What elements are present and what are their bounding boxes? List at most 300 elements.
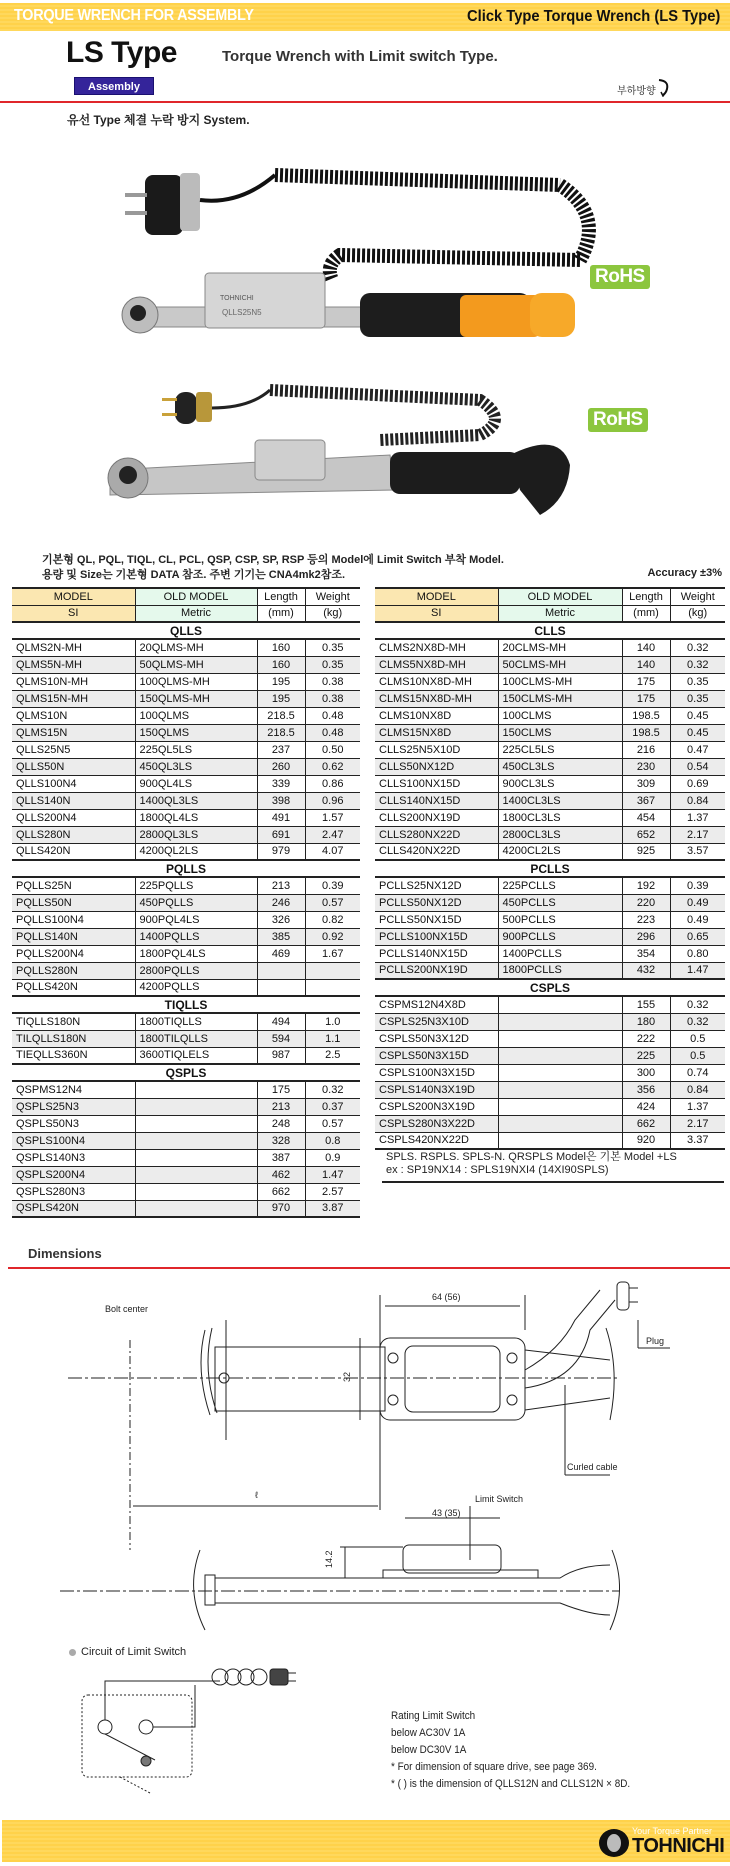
model-cell: CLMS2NX8D-MH [375,639,498,656]
model-cell: CLMS10NX8D [375,707,498,724]
model-cell: PQLLS25N [12,877,135,894]
length-cell: 328 [257,1132,305,1149]
model-cell: QLLS140N [12,792,135,809]
table-row [12,690,360,707]
old-model-cell [498,1098,622,1115]
weight-cell: 0.48 [305,707,360,724]
rohs-badge-1: RoHS [590,265,650,289]
weight-cell: 0.32 [670,639,725,656]
table-row [12,1115,360,1132]
col-weight: Weight [670,588,725,605]
model-cell: PQLLS100N4 [12,911,135,928]
length-cell: 230 [622,758,670,775]
length-cell: 367 [622,792,670,809]
old-model-cell: 225PCLLS [498,877,622,894]
tohnichi-logo-icon [598,1828,630,1858]
old-model-cell: 1400CL3LS [498,792,622,809]
note-line-1: 기본형 QL, PQL, TIQL, CL, PCL, QSP, CSP, SP, RSP 등의 Model에 Limit Switch 부착 Model. [42,554,504,566]
footer-banner [2,1820,730,1862]
weight-cell: 3.57 [670,843,725,860]
old-model-cell: 4200PQLLS [135,979,257,996]
old-model-cell: 1800QL4LS [135,809,257,826]
table-row [375,639,725,656]
table-row [375,894,725,911]
length-cell [257,979,305,996]
length-cell [257,962,305,979]
weight-cell: 3.87 [305,1200,360,1217]
weight-cell: 1.47 [305,1166,360,1183]
model-cell: PQLLS420N [12,979,135,996]
col-model: MODEL [12,588,135,605]
table-row [12,843,360,860]
table-row [375,1081,725,1098]
model-cell: CLLS100NX15D [375,775,498,792]
col-mm: (mm) [257,605,305,622]
weight-cell: 0.8 [305,1132,360,1149]
weight-cell: 0.35 [305,639,360,656]
old-model-cell: 150CLMS-MH [498,690,622,707]
table-header-row [12,588,360,605]
table-row [12,945,360,962]
old-model-cell: 1800PCLLS [498,962,622,979]
old-model-cell: 20CLMS-MH [498,639,622,656]
model-cell: CLLS25N5X10D [375,741,498,758]
old-model-cell: 450PQLLS [135,894,257,911]
old-model-cell: 450PCLLS [498,894,622,911]
model-cell: QLMS15N-MH [12,690,135,707]
old-model-cell: 50CLMS-MH [498,656,622,673]
weight-cell: 0.37 [305,1098,360,1115]
length-cell: 662 [257,1183,305,1200]
table-row [12,707,360,724]
model-cell: QSPLS100N4 [12,1132,135,1149]
left-spec-table [12,587,360,1218]
weight-cell: 0.57 [305,1115,360,1132]
table-row [375,1047,725,1064]
model-cell: CLMS10NX8D-MH [375,673,498,690]
weight-cell: 1.47 [670,962,725,979]
table-row [375,1064,725,1081]
length-cell: 222 [622,1030,670,1047]
ell-label: ℓ [255,1490,258,1500]
system-description: 유선 Type 체결 누락 방지 System. [67,113,250,127]
old-model-cell: 150QLMS-MH [135,690,257,707]
length-cell: 432 [622,962,670,979]
model-cell: PCLLS200NX19D [375,962,498,979]
group-header-row [12,996,360,1013]
length-cell: 594 [257,1030,305,1047]
table-row [12,894,360,911]
old-model-cell: 1800PQL4LS [135,945,257,962]
load-direction [617,82,656,97]
wrench-photo-1 [100,135,700,340]
table-row [375,724,725,741]
model-cell: QSPLS280N3 [12,1183,135,1200]
model-cell: CSPLS100N3X15D [375,1064,498,1081]
length-cell: 225 [622,1047,670,1064]
table-row [12,1200,360,1217]
table-row [375,911,725,928]
old-model-cell: 50QLMS-MH [135,656,257,673]
dim-43-label: 43 (35) [432,1508,461,1518]
old-model-cell [135,1115,257,1132]
switch-box-brand: TOHNICHI [220,295,254,302]
old-model-cell: 500PCLLS [498,911,622,928]
table-row [375,809,725,826]
length-cell: 662 [622,1115,670,1132]
table-row [12,826,360,843]
length-cell: 979 [257,843,305,860]
old-model-cell [498,1081,622,1098]
old-model-cell [498,1132,622,1149]
old-model-cell: 1800TIQLLS [135,1013,257,1030]
weight-cell [305,979,360,996]
old-model-cell [135,1098,257,1115]
weight-cell: 0.32 [305,1081,360,1098]
length-cell: 494 [257,1013,305,1030]
weight-cell: 0.5 [670,1030,725,1047]
group-header-row [375,979,725,996]
model-cell: CSPLS25N3X10D [375,1013,498,1030]
model-cell: QLMS2N-MH [12,639,135,656]
page-subtitle: Torque Wrench with Limit switch Type. [222,48,498,65]
table-row [12,928,360,945]
dim-32-label: 32 [342,1371,352,1382]
dimensions-divider [8,1267,730,1269]
group-name: QSPLS [12,1064,360,1081]
table-row [12,962,360,979]
table-row [375,945,725,962]
length-cell: 175 [622,673,670,690]
weight-cell: 2.17 [670,1115,725,1132]
weight-cell: 0.86 [305,775,360,792]
old-model-cell: 450CL3LS [498,758,622,775]
table-row [375,707,725,724]
weight-cell: 0.96 [305,792,360,809]
category-label: TORQUE WRENCH FOR ASSEMBLY [14,7,254,24]
group-name: CSPLS [375,979,725,996]
old-model-cell: 20QLMS-MH [135,639,257,656]
rohs-badge-2: RoHS [588,408,648,432]
weight-cell: 0.65 [670,928,725,945]
table-row [12,1047,360,1064]
model-cell: CLMS15NX8D [375,724,498,741]
old-model-cell: 100QLMS [135,707,257,724]
length-cell: 246 [257,894,305,911]
weight-cell: 0.38 [305,673,360,690]
weight-cell: 2.17 [670,826,725,843]
table-row [375,1030,725,1047]
table-subheader-row [375,605,725,622]
old-model-cell: 3600TIQLELS [135,1047,257,1064]
table-row [12,1132,360,1149]
old-model-cell: 1400PCLLS [498,945,622,962]
rating-ac: below AC30V 1A [391,1727,466,1739]
model-cell: QLMS10N-MH [12,673,135,690]
weight-cell: 0.92 [305,928,360,945]
old-model-cell: 100CLMS [498,707,622,724]
length-cell: 160 [257,656,305,673]
length-cell: 326 [257,911,305,928]
model-cell: CLLS280NX22D [375,826,498,843]
bullet-icon [69,1649,76,1656]
table-row [12,775,360,792]
group-header-row [12,1064,360,1081]
length-cell: 987 [257,1047,305,1064]
table-row [12,1081,360,1098]
weight-cell: 0.84 [670,1081,725,1098]
rating-note-1: * For dimension of square drive, see page 369. [391,1761,597,1773]
old-model-cell: 900QL4LS [135,775,257,792]
length-cell: 175 [622,690,670,707]
table-row [375,673,725,690]
length-cell: 354 [622,945,670,962]
circuit-heading-label: Circuit of Limit Switch [81,1646,187,1658]
length-cell: 300 [622,1064,670,1081]
old-model-cell: 150QLMS [135,724,257,741]
col-kg: (kg) [670,605,725,622]
table-row [12,1183,360,1200]
model-cell: PCLLS140NX15D [375,945,498,962]
length-cell: 220 [622,894,670,911]
model-cell: CLLS200NX19D [375,809,498,826]
weight-cell: 1.0 [305,1013,360,1030]
length-cell: 454 [622,809,670,826]
length-cell: 491 [257,809,305,826]
weight-cell: 0.57 [305,894,360,911]
group-name: QLLS [12,622,360,639]
weight-cell: 0.62 [305,758,360,775]
group-header-row [12,860,360,877]
group-name: PCLLS [375,860,725,877]
old-model-cell: 4200QL2LS [135,843,257,860]
old-model-cell: 225PQLLS [135,877,257,894]
model-cell: QLLS50N [12,758,135,775]
weight-cell: 0.35 [305,656,360,673]
length-cell: 296 [622,928,670,945]
load-direction-label: 부하방향 [617,86,656,97]
model-cell: CLMS15NX8D-MH [375,690,498,707]
weight-cell: 4.07 [305,843,360,860]
length-cell: 652 [622,826,670,843]
switch-box-model: QLLS25N5 [222,308,262,317]
old-model-cell [498,1047,622,1064]
model-cell: QSPMS12N4 [12,1081,135,1098]
old-model-cell: 1400PQLLS [135,928,257,945]
model-cell: TIEQLLS360N [12,1047,135,1064]
model-cell: CLLS50NX12D [375,758,498,775]
model-cell: QSPLS200N4 [12,1166,135,1183]
length-cell: 925 [622,843,670,860]
weight-cell: 0.45 [670,707,725,724]
old-model-cell [135,1149,257,1166]
group-header-row [375,622,725,639]
model-cell: PQLLS140N [12,928,135,945]
weight-cell: 0.74 [670,1064,725,1081]
weight-cell: 1.67 [305,945,360,962]
plug-label: Plug [646,1336,665,1346]
col-si: SI [12,605,135,622]
table-row [375,792,725,809]
old-model-cell: 150CLMS [498,724,622,741]
curled-cable-label: Curled cable [567,1462,618,1472]
table-row [375,741,725,758]
model-cell: QLMS10N [12,707,135,724]
weight-cell: 0.9 [305,1149,360,1166]
length-cell: 970 [257,1200,305,1217]
model-cell: QLLS420N [12,843,135,860]
table-row [12,979,360,996]
old-model-cell [498,996,622,1013]
weight-cell: 2.5 [305,1047,360,1064]
old-model-cell [498,1115,622,1132]
table-row [12,656,360,673]
table-row [375,758,725,775]
weight-cell: 0.48 [305,724,360,741]
weight-cell: 1.37 [670,1098,725,1115]
old-model-cell [135,1166,257,1183]
old-model-cell: 100CLMS-MH [498,673,622,690]
model-cell: PCLLS50NX15D [375,911,498,928]
limit-switch-label: Limit Switch [475,1494,524,1504]
table-row [12,724,360,741]
model-cell: CSPLS200N3X19D [375,1098,498,1115]
rating-title: Rating Limit Switch [391,1710,476,1722]
model-cell: QSPLS140N3 [12,1149,135,1166]
rating-dc: below DC30V 1A [391,1744,467,1756]
col-metric: Metric [498,605,622,622]
weight-cell: 3.37 [670,1132,725,1149]
table-row [12,809,360,826]
table-row [12,1013,360,1030]
length-cell: 260 [257,758,305,775]
old-model-cell: 1800CL3LS [498,809,622,826]
old-model-cell: 2800QL3LS [135,826,257,843]
group-name: CLLS [375,622,725,639]
table-row [375,1098,725,1115]
table-row [375,928,725,945]
table-row [12,758,360,775]
accuracy-label: Accuracy ±3% [647,567,722,579]
model-cell: QLMS15N [12,724,135,741]
weight-cell [305,962,360,979]
old-model-cell: 225CL5LS [498,741,622,758]
model-cell: QSPLS420N [12,1200,135,1217]
page-title: LS Type [66,36,177,69]
weight-cell: 0.45 [670,724,725,741]
length-cell: 398 [257,792,305,809]
model-cell: QSPLS50N3 [12,1115,135,1132]
table-row [375,962,725,979]
circuit-heading [69,1646,186,1658]
table-row [375,877,725,894]
model-cell: CSPLS420NX22D [375,1132,498,1149]
weight-cell: 0.54 [670,758,725,775]
weight-cell: 1.37 [670,809,725,826]
table-row [12,1166,360,1183]
old-model-cell: 900CL3LS [498,775,622,792]
model-cell: PQLLS50N [12,894,135,911]
col-kg: (kg) [305,605,360,622]
old-model-cell [498,1030,622,1047]
length-cell: 195 [257,690,305,707]
length-cell: 192 [622,877,670,894]
model-cell: CSPLS50N3X12D [375,1030,498,1047]
length-cell: 155 [622,996,670,1013]
length-cell: 691 [257,826,305,843]
footnote-line-1: SPLS. RSPLS. SPLS-N. QRSPLS Model은 기본 Model +LS [386,1151,677,1163]
length-cell: 140 [622,639,670,656]
old-model-cell [135,1183,257,1200]
note-line-2: 용량 및 Size는 기본형 DATA 참조. 주변 기기는 CNA4mk2참조. [42,569,346,581]
model-cell: PCLLS50NX12D [375,894,498,911]
table-row [375,1132,725,1149]
table-row [12,877,360,894]
table-row [375,826,725,843]
old-model-cell [498,1064,622,1081]
top-banner [0,3,730,31]
tohnichi-logo [598,1826,725,1858]
col-metric: Metric [135,605,257,622]
model-cell: QLLS100N4 [12,775,135,792]
length-cell: 309 [622,775,670,792]
length-cell: 237 [257,741,305,758]
weight-cell: 2.47 [305,826,360,843]
rating-note-2: * ( ) is the dimension of QLLS12N and CLLS12N × 8D. [391,1778,631,1790]
old-model-cell [135,1200,257,1217]
old-model-cell: 900PQL4LS [135,911,257,928]
table-row [375,996,725,1013]
table-row [12,1030,360,1047]
bolt-center-label: Bolt center [105,1304,149,1314]
model-cell: PCLLS25NX12D [375,877,498,894]
weight-cell: 0.49 [670,911,725,928]
length-cell: 180 [622,1013,670,1030]
length-cell: 140 [622,656,670,673]
table-row [375,775,725,792]
length-cell: 356 [622,1081,670,1098]
wrench-photo-2 [100,380,630,530]
old-model-cell [498,1013,622,1030]
model-cell: PCLLS100NX15D [375,928,498,945]
weight-cell: 0.80 [670,945,725,962]
rotation-arrow-icon [657,77,671,97]
weight-cell: 0.49 [670,894,725,911]
model-cell: TIQLLS180N [12,1013,135,1030]
circuit-diagram [80,1665,310,1805]
table-row [12,741,360,758]
weight-cell: 0.35 [670,673,725,690]
footnote-line-2: ex : SP19NX14 : SPLS19NXI4 (14XI90SPLS) [386,1164,609,1176]
col-model: MODEL [375,588,498,605]
old-model-cell: 2800CL3LS [498,826,622,843]
dim-14-2-label: 14.2 [324,1550,334,1568]
weight-cell: 0.39 [305,877,360,894]
footer-brand: TOHNICHI [632,1835,725,1857]
weight-cell: 0.39 [670,877,725,894]
weight-cell: 0.32 [670,996,725,1013]
length-cell: 385 [257,928,305,945]
table-row [12,1149,360,1166]
weight-cell: 0.5 [670,1047,725,1064]
model-cell: CSPLS140N3X19D [375,1081,498,1098]
col-old-model: OLD MODEL [135,588,257,605]
model-cell: PQLLS200N4 [12,945,135,962]
weight-cell: 2.57 [305,1183,360,1200]
rating-info [391,1708,630,1793]
model-cell: QLLS280N [12,826,135,843]
weight-cell: 0.50 [305,741,360,758]
